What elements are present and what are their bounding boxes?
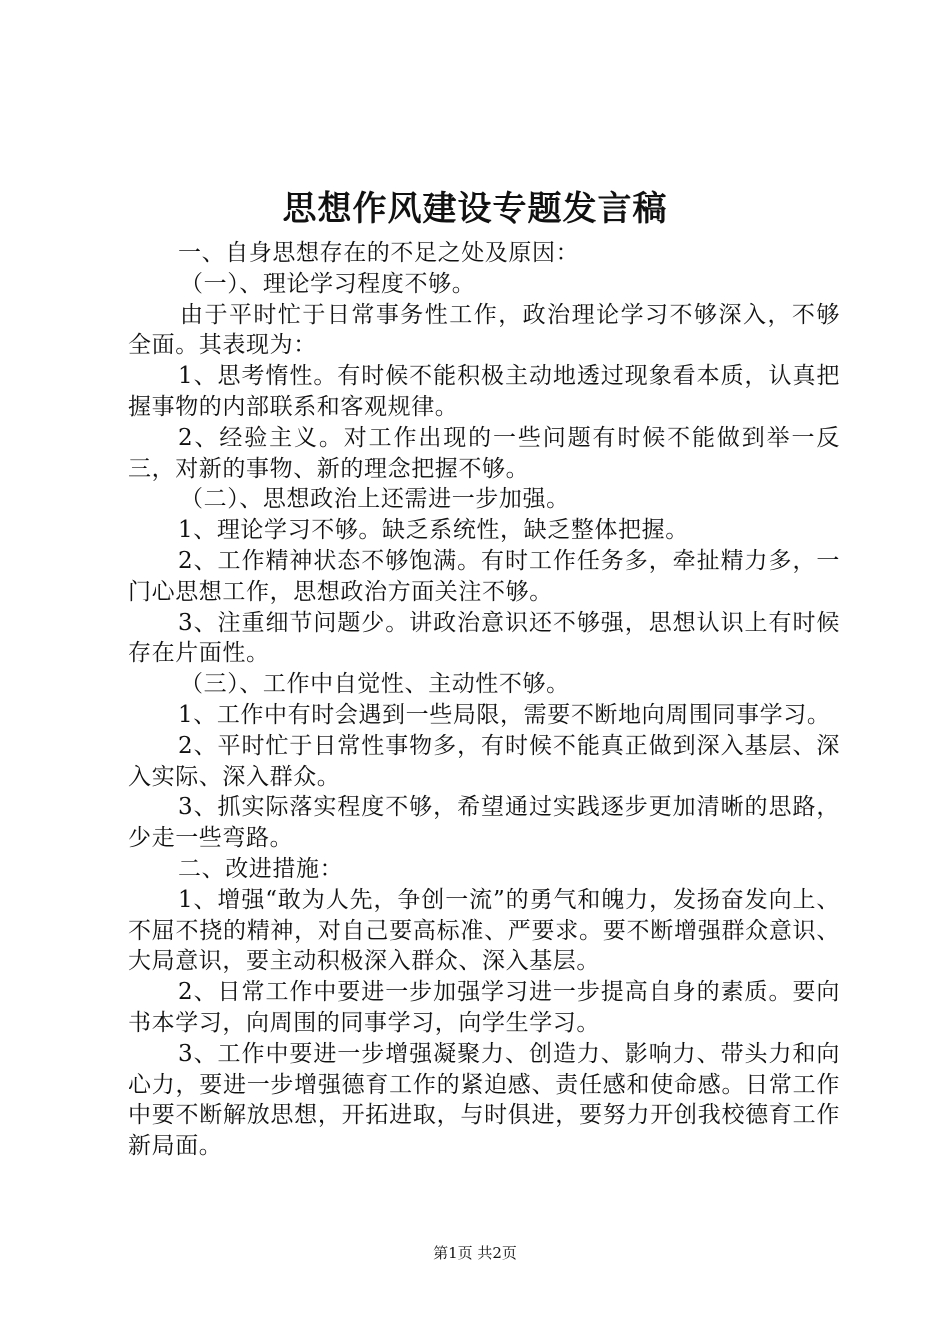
subsection-heading-2: （二）、思想政治上还需进一步加强。 bbox=[180, 486, 570, 513]
paragraph: 3、抓实际落实程度不够，希望通过实践逐步更加清晰的思路，少走一些弯路。 bbox=[128, 794, 840, 852]
paragraph: 1、工作中有时会遇到一些局限，需要不断地向周围同事学习。 bbox=[178, 701, 831, 728]
page-footer: 第1页 共2页 bbox=[433, 1244, 517, 1262]
subsection-heading-3: （三）、工作中自觉性、主动性不够。 bbox=[180, 671, 570, 698]
subsection-heading-1: （一）、理论学习程度不够。 bbox=[180, 270, 476, 297]
document-body bbox=[128, 238, 840, 1162]
paragraph: 2、日常工作中要进一步加强学习进一步提高自身的素质。要向书本学习，向周围的同事学习，向学生学习。 bbox=[128, 979, 840, 1036]
paragraph: 2、平时忙于日常性事物多，有时候不能真正做到深入基层、深入实际、深入群众。 bbox=[128, 732, 840, 790]
paragraph: 3、注重细节问题少。讲政治意识还不够强，思想认识上有时候存在片面性。 bbox=[128, 609, 840, 667]
section-heading-1: 一、自身思想存在的不足之处及原因： bbox=[178, 240, 580, 266]
paragraph: 2、工作精神状态不够饱满。有时工作任务多，牵扯精力多，一门心思想工作，思想政治方面关注不够。 bbox=[128, 547, 840, 605]
paragraph: 1、思考惰性。有时候不能积极主动地透过现象看本质，认真把握事物的内部联系和客观规律。 bbox=[128, 363, 840, 420]
paragraph: 3、工作中要进一步增强凝聚力、创造力、影响力、带头力和向心力，要进一步增强德育工作的紧迫感、责任感和使命感。日常工作中要不断解放思想，开拓进取，与时俱进，要努力开创我校德育工作新局面。 bbox=[128, 1040, 840, 1160]
paragraph: 2、经验主义。对工作出现的一些问题有时候不能做到举一反三，对新的事物、新的理念把握不够。 bbox=[128, 424, 840, 482]
paragraph: 1、理论学习不够。缺乏系统性，缺乏整体把握。 bbox=[178, 517, 689, 544]
section-heading-2: 二、改进措施： bbox=[178, 855, 344, 882]
document-title: 思想作风建设专题发言稿 bbox=[282, 189, 668, 229]
paragraph: 由于平时忙于日常事务性工作，政治理论学习不够深入，不够全面。其表现为： bbox=[128, 301, 840, 359]
paragraph: 1、增强“敢为人先，争创一流”的勇气和魄力，发扬奋发向上、不屈不挠的精神，对自己要高标准、严要求。要不断增强群众意识、大局意识，要主动积极深入群众、深入基层。 bbox=[128, 886, 840, 975]
